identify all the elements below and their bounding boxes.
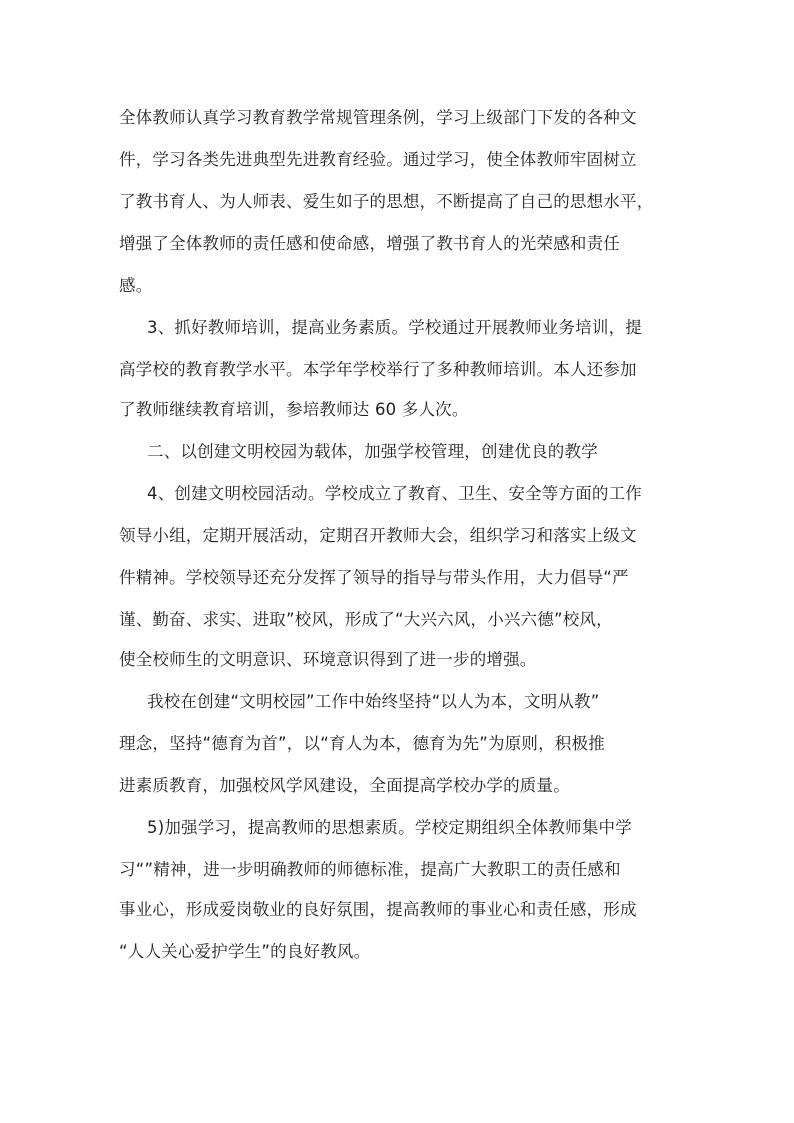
text-line: 领导小组，定期开展活动，定期召开教师大会，组织学习和落实上级文 <box>119 526 637 545</box>
paragraph-first-line: 我校在创建“文明校园”工作中始终坚持“以人为本，文明从教” <box>147 692 600 711</box>
text-line: 全体教师认真学习教育教学常规管理条例，学习上级部门下发的各种文 <box>119 108 637 127</box>
text-line: 理念，坚持“德育为首”，以“育人为本，德育为先”为原则，积极推 <box>119 734 605 753</box>
text-line: 谨、勤奋、求实、进取”校风，形成了“大兴六风，小兴六德”校风， <box>119 610 613 629</box>
text-line: “人人关心爱护学生”的良好教风。 <box>119 942 371 961</box>
paragraph-first-line: 3、抓好教师培训，提高业务素质。学校通过开展教师业务培训，提 <box>147 318 642 337</box>
section-heading: 二、以创建文明校园为载体，加强学校管理，创建优良的教学 <box>147 442 598 461</box>
text-line: 习“”精神，进一步明确教师的师德标准，提高广大教职工的责任感和 <box>119 860 621 879</box>
text-line: 了教书育人、为人师表、爱生如子的思想，不断提高了自己的思想水平， <box>119 192 654 211</box>
text-line: 增强了全体教师的责任感和使命感，增强了教书育人的光荣感和责任 <box>119 234 620 253</box>
text-line: 感。 <box>119 276 153 295</box>
paragraph-first-line: 4、创建文明校园活动。学校成立了教育、卫生、安全等方面的工作 <box>147 484 642 503</box>
text-line: 事业心，形成爱岗敬业的良好氛围，提高教师的事业心和责任感，形成 <box>119 900 637 919</box>
text-line: 了教师继续教育培训，参培教师达 60 多人次。 <box>119 400 469 419</box>
text-line: 使全校师生的文明意识、环境意识得到了进一步的增强。 <box>119 650 537 669</box>
text-line: 件，学习各类先进典型先进教育经验。通过学习，使全体教师牢固树立 <box>119 150 637 169</box>
text-line: 进素质教育，加强校风学风建设，全面提高学校办学的质量。 <box>119 776 570 795</box>
text-line: 高学校的教育教学水平。本学年学校举行了多种教师培训。本人还参加 <box>119 360 637 379</box>
text-line: 件精神。学校领导还充分发挥了领导的指导与带头作用，大力倡导“严 <box>119 568 629 587</box>
paragraph-first-line: 5)加强学习，提高教师的思想素质。学校定期组织全体教师集中学 <box>147 818 632 837</box>
